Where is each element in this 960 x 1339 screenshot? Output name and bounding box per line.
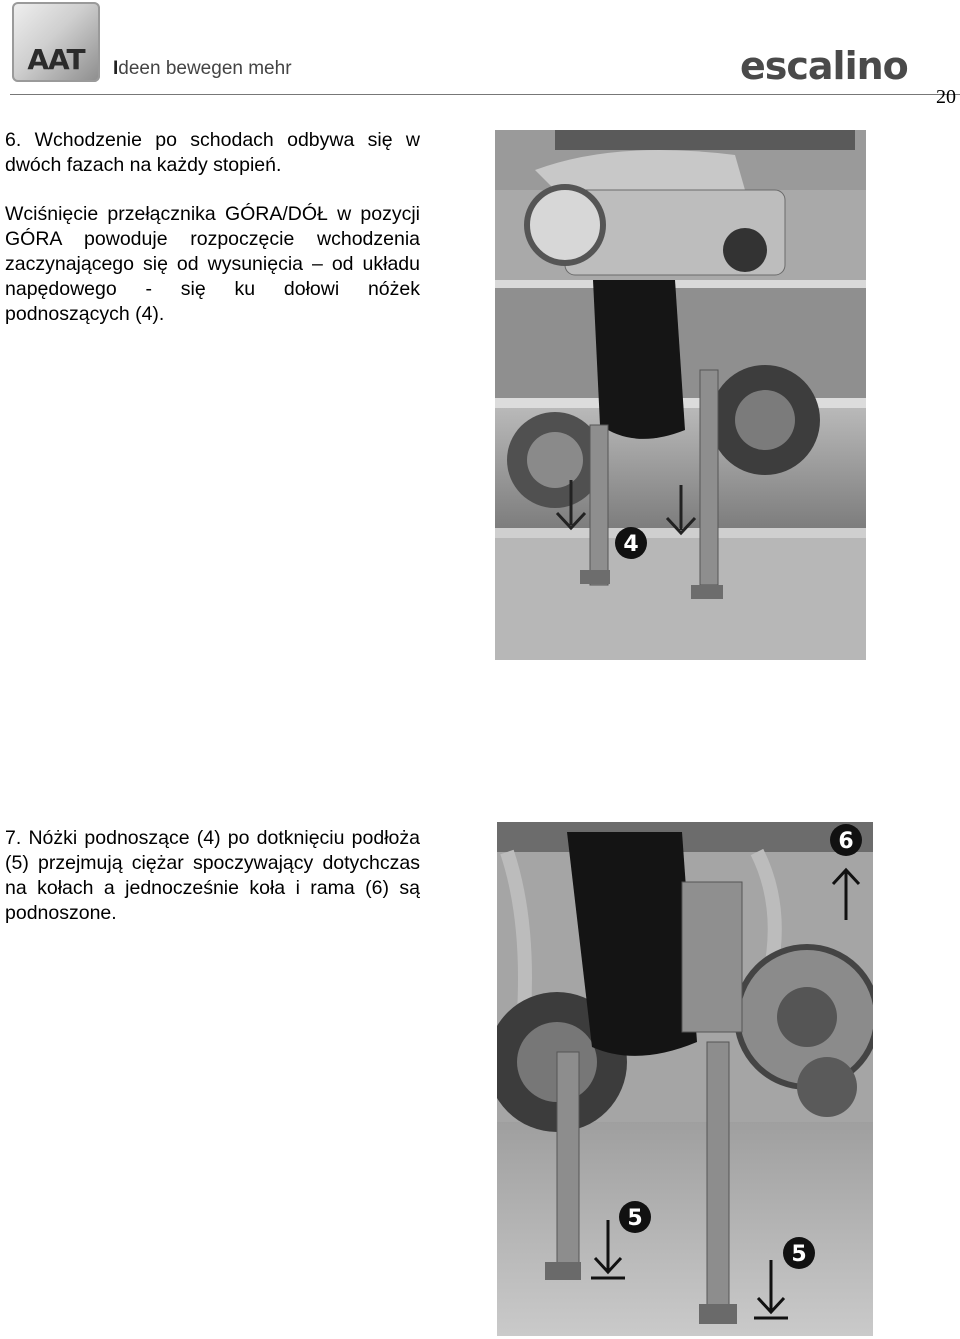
tagline-initial: I — [113, 58, 119, 79]
photo-1-illustration — [495, 130, 866, 660]
label-5-left: 5 — [627, 1206, 643, 1231]
header-divider — [10, 94, 960, 95]
aat-logo-text: AAT — [27, 43, 85, 76]
photo-2-illustration — [497, 822, 873, 1336]
label-4: 4 — [623, 532, 639, 557]
escalino-brand: escalino — [740, 44, 908, 88]
label-6: 6 — [838, 829, 854, 854]
label-5-right: 5 — [791, 1242, 807, 1267]
step-7-description: 7. Nóżki podnoszące (4) po dotknięciu podłoża (5) przejmują ciężar spoczywający dotychczas na kołach a jednocześnie koła i rama (6) są podnoszone. — [5, 827, 420, 924]
step-6-description: Wciśnięcie przełącznika GÓRA/DÓŁ w pozycji GÓRA powoduje rozpoczęcie wchodzenia zaczynającego się od wysunięcia – od układu napędowego - się ku dołowi nóżek podnoszących (4). — [5, 203, 420, 325]
page-number: 20 — [936, 86, 956, 108]
photo-lifting-legs-extending — [495, 130, 866, 660]
tagline — [113, 58, 292, 80]
photo-legs-touch-floor — [497, 822, 873, 1336]
tagline-text: deen bewegen mehr — [118, 58, 292, 79]
step-6-heading: 6. Wchodzenie po schodach odbywa się w dwóch fazach na każdy stopień. — [5, 129, 420, 176]
aat-logo — [12, 2, 100, 82]
page-header — [0, 0, 960, 110]
